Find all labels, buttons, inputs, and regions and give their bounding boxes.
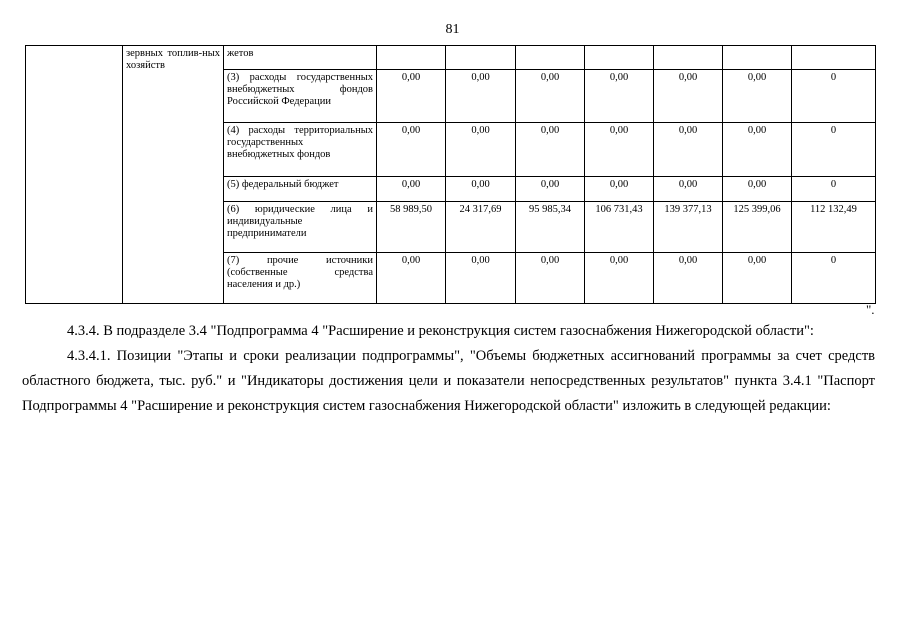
value-cell: 0,00 [723, 253, 792, 304]
value-cell: 0,00 [516, 123, 585, 177]
value-cell: 0,00 [446, 253, 516, 304]
source-cell: (6) юридические лица и индивидуальные предприниматели [224, 202, 377, 253]
value-cell: 0,00 [585, 177, 654, 202]
value-cell: 139 377,13 [654, 202, 723, 253]
value-cell: 0,00 [377, 177, 446, 202]
value-cell: 0,00 [446, 123, 516, 177]
value-cell: 0,00 [723, 177, 792, 202]
value-cell: 0,00 [377, 123, 446, 177]
value-cell: 0,00 [446, 70, 516, 123]
value-cell: 0 [792, 177, 876, 202]
value-cell: 0,00 [654, 177, 723, 202]
value-cell: 0,00 [585, 70, 654, 123]
value-cell: 125 399,06 [723, 202, 792, 253]
value-cell: 95 985,34 [516, 202, 585, 253]
value-cell: 0,00 [585, 253, 654, 304]
source-cell: (3) расходы государственных внебюджетных фондов Российской Федерации [224, 70, 377, 123]
value-cell: 0,00 [723, 70, 792, 123]
paragraph-4-3-4: 4.3.4. В подразделе 3.4 "Подпрограмма 4 "Расширение и реконструкция систем газоснабжения Нижегородской области": [67, 323, 814, 339]
value-cell [723, 46, 792, 70]
value-cell: 24 317,69 [446, 202, 516, 253]
value-cell: 0,00 [654, 253, 723, 304]
value-cell: 106 731,43 [585, 202, 654, 253]
value-cell: 0,00 [723, 123, 792, 177]
source-cell: (4) расходы территориальных государственных внебюджетных фондов [224, 123, 377, 177]
value-cell: 0,00 [446, 177, 516, 202]
empty-cell [26, 46, 123, 304]
value-cell: 0,00 [377, 253, 446, 304]
value-cell: 0,00 [654, 70, 723, 123]
category-cell: зервных топлив-ных хозяйств [123, 46, 224, 304]
value-cell [654, 46, 723, 70]
budget-table [25, 45, 876, 304]
value-cell: 0,00 [516, 70, 585, 123]
value-cell [516, 46, 585, 70]
value-cell [585, 46, 654, 70]
value-cell [792, 46, 876, 70]
value-cell: 0,00 [516, 253, 585, 304]
value-cell: 0 [792, 253, 876, 304]
value-cell [446, 46, 516, 70]
paragraph-4-3-4-1: 4.3.4.1. Позиции "Этапы и сроки реализации подпрограммы", "Объемы бюджетных ассигнований программы за счет средств областного бюджета, тыс. руб." и "Индикаторы достижения цели и показатели непосредственных результатов" пункта 3.4.1 "Паспорт Подпрограммы 4 "Расширение и реконструкция систем газоснабжения Нижегородской области" изложить в следующей редакции: [22, 348, 875, 414]
value-cell: 0,00 [585, 123, 654, 177]
source-cell: жетов [224, 46, 377, 70]
closing-quote-mark: ". [866, 302, 875, 317]
page-number: 81 [445, 22, 460, 37]
value-cell: 0 [792, 123, 876, 177]
source-cell: (7) прочие источники (собственные средства населения и др.) [224, 253, 377, 304]
value-cell: 58 989,50 [377, 202, 446, 253]
value-cell: 0,00 [516, 177, 585, 202]
source-cell: (5) федеральный бюджет [224, 177, 377, 202]
value-cell: 0,00 [654, 123, 723, 177]
value-cell: 0,00 [377, 70, 446, 123]
table-row [26, 46, 876, 70]
value-cell: 112 132,49 [792, 202, 876, 253]
value-cell [377, 46, 446, 70]
value-cell: 0 [792, 70, 876, 123]
